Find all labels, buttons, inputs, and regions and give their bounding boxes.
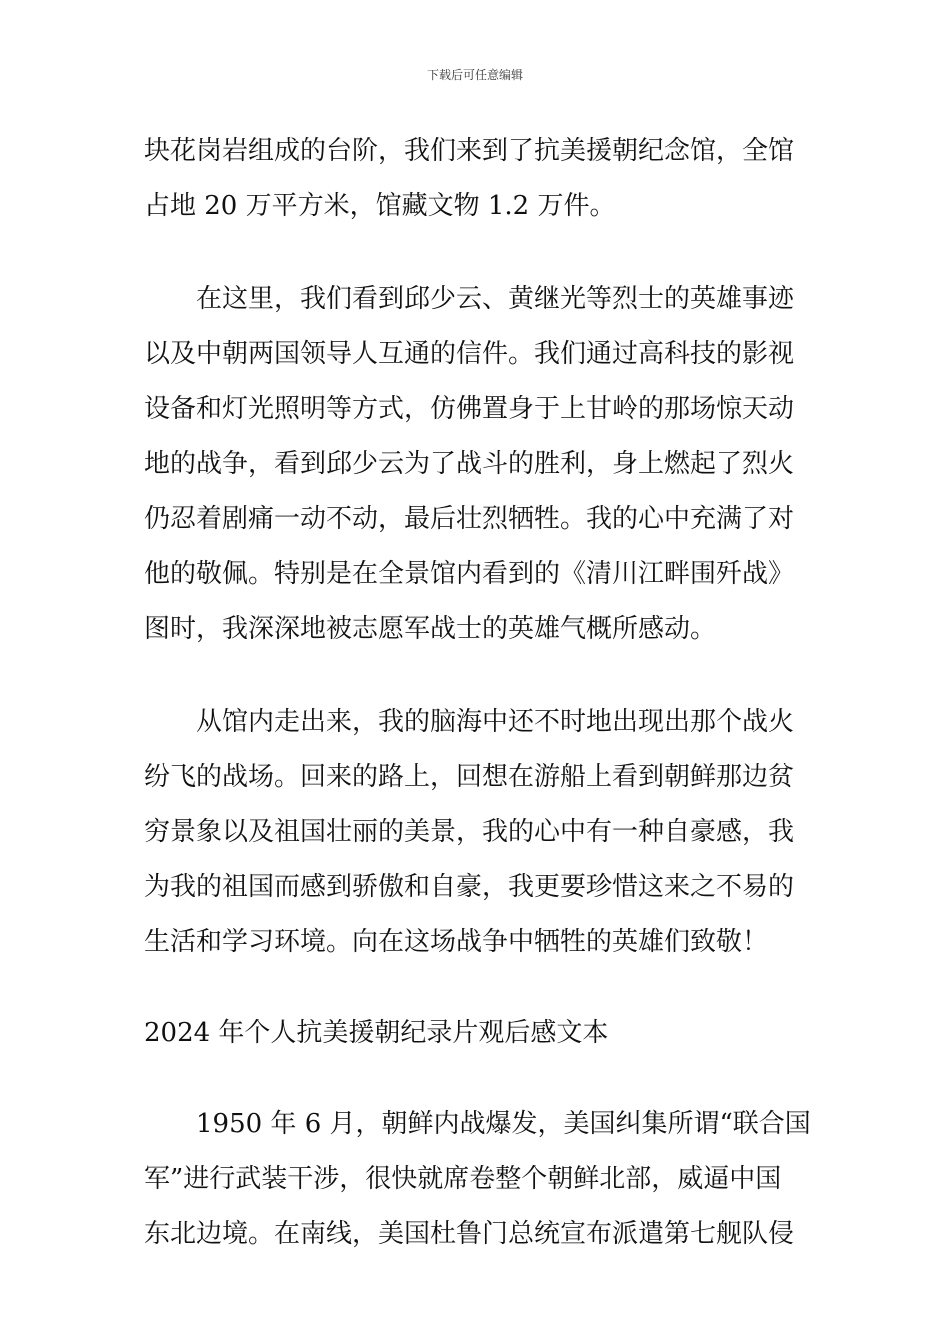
text-line: 生活和学习环境。向在这场战争中牺牲的英雄们致敬！ xyxy=(144,927,769,957)
text-line: 为我的祖国而感到骄傲和自豪，我更要珍惜这来之不易的 xyxy=(144,872,795,902)
text-line: 仍忍着剧痛一动不动，最后壮烈牺牲。我的心中充满了对 xyxy=(144,504,795,534)
text-line: 东北边境。在南线，美国杜鲁门总统宣布派遣第七舰队侵 xyxy=(144,1219,795,1249)
paragraph-3 xyxy=(144,695,808,970)
text-line: 他的敬佩。特别是在全景馆内看到的《清川江畔围歼战》 xyxy=(144,559,795,589)
text-line: 1950 年 6 月，朝鲜内战爆发，美国纠集所谓“联合国 xyxy=(144,1109,811,1139)
text-line: 军”进行武装干涉，很快就席卷整个朝鲜北部，威逼中国 xyxy=(144,1164,782,1194)
title-line: 2024 年个人抗美援朝纪录片观后感文本 xyxy=(144,1018,609,1048)
document-body xyxy=(144,124,811,1262)
text-line: 以及中朝两国领导人互通的信件。我们通过高科技的影视 xyxy=(144,339,795,369)
text-line: 地的战争，看到邱少云为了战斗的胜利，身上燃起了烈火 xyxy=(144,449,795,479)
paragraph-4 xyxy=(144,1097,811,1262)
text-line: 纷飞的战场。回来的路上，回想在游船上看到朝鲜那边贫 xyxy=(144,762,795,792)
section-title xyxy=(144,1006,808,1061)
text-line: 在这里，我们看到邱少云、黄继光等烈士的英雄事迹 xyxy=(144,284,795,314)
text-line: 穷景象以及祖国壮丽的美景，我的心中有一种自豪感，我 xyxy=(144,817,795,847)
paragraph-1 xyxy=(144,124,808,234)
page-header: 下载后可任意编辑 xyxy=(426,68,523,82)
text-line: 块花岗岩组成的台阶，我们来到了抗美援朝纪念馆，全馆 xyxy=(144,136,795,166)
text-line: 图时，我深深地被志愿军战士的英雄气概所感动。 xyxy=(144,614,717,644)
paragraph-2 xyxy=(144,272,808,657)
text-line: 设备和灯光照明等方式，仿佛置身于上甘岭的那场惊天动 xyxy=(144,394,795,424)
text-line: 占地 20 万平方米，馆藏文物 1.2 万件。 xyxy=(144,191,616,221)
text-line: 从馆内走出来，我的脑海中还不时地出现出那个战火 xyxy=(144,707,795,737)
